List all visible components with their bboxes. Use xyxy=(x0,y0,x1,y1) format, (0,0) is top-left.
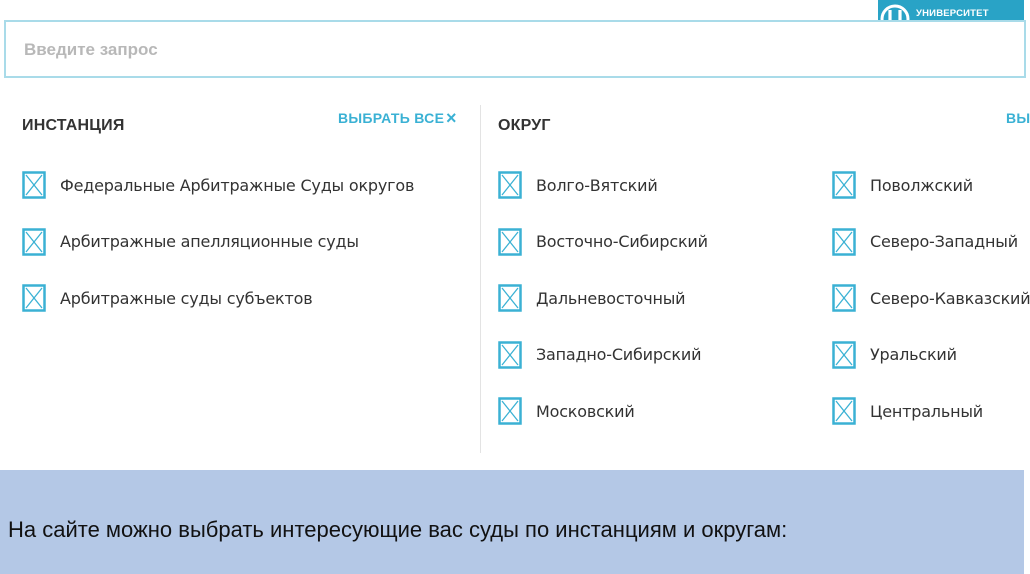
checkbox-item[interactable] xyxy=(498,284,685,312)
checkbox-checked-icon[interactable] xyxy=(832,171,856,199)
search-box xyxy=(4,20,1026,78)
checkbox-label: Западно-Сибирский xyxy=(536,345,702,364)
checkbox-label: Московский xyxy=(536,401,635,421)
checkbox-item[interactable] xyxy=(832,228,1018,256)
checkbox-item[interactable] xyxy=(22,284,312,312)
checkbox-label: Восточно-Сибирский xyxy=(536,232,708,251)
logo-line-1: УНИВЕРСИТЕТ xyxy=(916,8,989,19)
checkbox-label: Дальневосточный xyxy=(536,288,686,308)
slide-caption: На сайте можно выбрать интересующие вас суды по инстанциям и округам: xyxy=(8,517,788,542)
checkbox-checked-icon[interactable] xyxy=(498,341,522,369)
column-divider xyxy=(480,105,481,453)
district-title: ОКРУГ xyxy=(498,117,551,134)
checkbox-label: Волго-Вятский xyxy=(536,175,658,195)
checkbox-checked-icon[interactable] xyxy=(498,171,522,199)
checkbox-checked-icon[interactable] xyxy=(22,171,46,199)
instance-select-all-button[interactable]: ВЫБРАТЬ ВСЕ xyxy=(338,110,445,126)
checkbox-item[interactable] xyxy=(22,228,359,256)
checkbox-label: Центральный xyxy=(870,401,983,421)
checkbox-item[interactable] xyxy=(22,171,414,199)
checkbox-item[interactable] xyxy=(832,341,957,369)
checkbox-item[interactable] xyxy=(498,397,635,425)
checkbox-item[interactable] xyxy=(832,397,983,425)
search-input[interactable] xyxy=(24,39,824,61)
checkbox-label: Поволжский xyxy=(870,175,973,195)
checkbox-checked-icon[interactable] xyxy=(498,228,522,256)
checkbox-checked-icon[interactable] xyxy=(498,397,522,425)
close-icon[interactable]: × xyxy=(446,108,457,128)
checkbox-label: Арбитражные суды субъектов xyxy=(60,288,313,308)
checkbox-checked-icon[interactable] xyxy=(832,284,856,312)
checkbox-checked-icon[interactable] xyxy=(832,341,856,369)
checkbox-label: Северо-Кавказский xyxy=(870,288,1030,308)
checkbox-checked-icon[interactable] xyxy=(832,397,856,425)
checkbox-checked-icon[interactable] xyxy=(22,228,46,256)
checkbox-item[interactable] xyxy=(832,171,973,199)
checkbox-checked-icon[interactable] xyxy=(498,284,522,312)
checkbox-item[interactable] xyxy=(498,341,701,369)
checkbox-label: Уральский xyxy=(870,345,957,364)
checkbox-item[interactable] xyxy=(498,171,658,199)
checkbox-label: Федеральные Арбитражные Суды округов xyxy=(60,175,415,195)
checkbox-item[interactable] xyxy=(498,228,708,256)
checkbox-label: Северо-Западный xyxy=(870,232,1018,251)
checkbox-checked-icon[interactable] xyxy=(22,284,46,312)
caption-band xyxy=(0,470,1024,574)
district-select-all-button[interactable]: ВЫ xyxy=(1006,110,1030,126)
checkbox-checked-icon[interactable] xyxy=(832,228,856,256)
checkbox-item[interactable] xyxy=(832,284,1030,312)
instance-title: ИНСТАНЦИЯ xyxy=(22,117,125,134)
checkbox-label: Арбитражные апелляционные суды xyxy=(60,232,359,251)
